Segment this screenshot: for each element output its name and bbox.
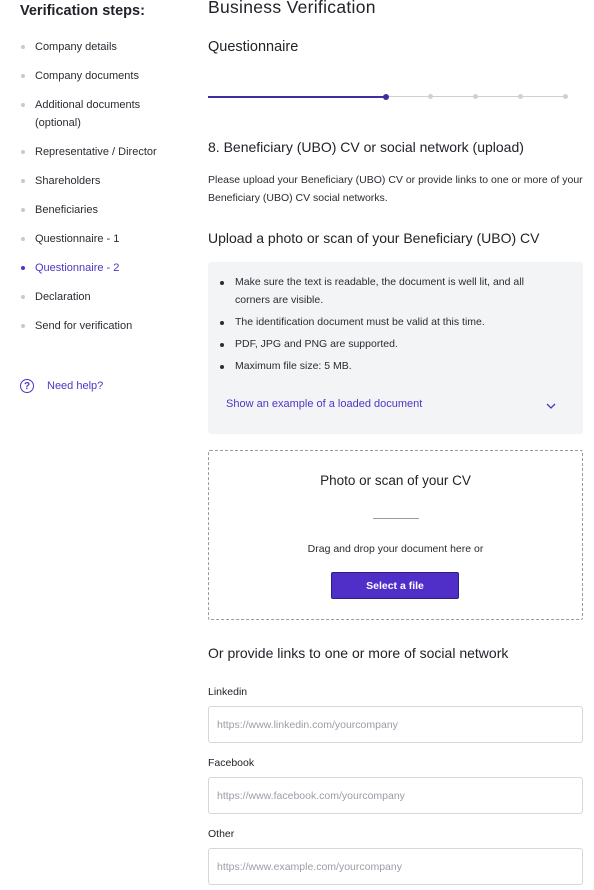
progress-step-current: [383, 94, 389, 100]
step-questionnaire-1[interactable]: [0, 230, 190, 248]
requirement-text: Make sure the text is readable, the document is well lit, and all corners are visible.: [235, 276, 524, 306]
facebook-input[interactable]: [209, 778, 582, 813]
linkedin-label: Linkedin: [208, 686, 248, 698]
step-dot-active: [21, 266, 25, 270]
sidebar-title: Verification steps:: [20, 3, 145, 19]
chevron-down-icon[interactable]: [545, 401, 557, 411]
bullet: [220, 365, 224, 369]
upload-requirements-box: [208, 262, 583, 434]
step-label: Additional documents (optional): [35, 99, 141, 129]
step-dot: [21, 324, 25, 328]
requirement-text: The identification document must be valid at this time.: [235, 316, 485, 328]
page-title: Business Verification: [208, 0, 376, 17]
dropzone-text: Drag and drop your document here or: [307, 543, 484, 555]
step-company-documents[interactable]: [0, 67, 190, 85]
bullet: [220, 343, 224, 347]
file-dropzone[interactable]: [208, 450, 583, 620]
facebook-field[interactable]: [208, 777, 583, 814]
step-company-details[interactable]: [0, 38, 190, 56]
step-declaration[interactable]: [0, 288, 190, 306]
question-title: 8. Beneficiary (UBO) CV or social network (upload): [208, 139, 524, 155]
step-label: Questionnaire - 1: [35, 233, 120, 245]
need-help-link[interactable]: [20, 379, 103, 393]
linkedin-field[interactable]: [208, 706, 583, 743]
requirements-list: [208, 273, 583, 379]
progress-step: [563, 94, 568, 99]
dropzone-divider: [373, 518, 419, 519]
step-label: Company details: [35, 41, 117, 53]
bullet: [220, 281, 224, 285]
bullet: [220, 321, 224, 325]
question-circle-icon: ?: [20, 379, 34, 393]
show-example-link[interactable]: Show an example of a loaded document: [226, 398, 423, 410]
section-title: Questionnaire: [208, 39, 299, 55]
social-links-title: Or provide links to one or more of social network: [208, 645, 509, 661]
linkedin-input[interactable]: [209, 707, 582, 742]
dropzone-title: Photo or scan of your CV: [320, 473, 471, 488]
step-label: Beneficiaries: [35, 204, 98, 216]
requirement-text: Maximum file size: 5 MB.: [235, 360, 352, 372]
step-label: Shareholders: [35, 175, 101, 187]
step-label: Declaration: [35, 291, 91, 303]
step-dot: [21, 74, 25, 78]
step-dot: [21, 208, 25, 212]
requirement-item: [208, 273, 583, 309]
question-description: Please upload your Beneficiary (UBO) CV or provide links to one or more of your Beneficiary (UBO) CV social networks.: [208, 174, 583, 204]
requirement-item: [208, 357, 583, 375]
questionnaire-progress: [208, 92, 570, 102]
step-label: Send for verification: [35, 320, 133, 332]
requirement-text: PDF, JPG and PNG are supported.: [235, 338, 398, 350]
other-label: Other: [208, 828, 235, 840]
step-dot: [21, 237, 25, 241]
requirement-item: [208, 335, 583, 353]
progress-fill: [208, 96, 386, 98]
step-beneficiaries[interactable]: [0, 201, 190, 219]
step-send-for-verification[interactable]: [0, 317, 190, 335]
other-input[interactable]: [209, 849, 582, 884]
upload-title: Upload a photo or scan of your Beneficiary (UBO) CV: [208, 230, 540, 246]
step-dot: [21, 179, 25, 183]
requirement-item: [208, 313, 583, 331]
verification-steps-list: [0, 38, 190, 346]
step-additional-documents[interactable]: [0, 96, 155, 132]
step-representative-director[interactable]: [0, 143, 190, 161]
progress-step: [518, 94, 523, 99]
step-label: Company documents: [35, 70, 139, 82]
step-dot: [21, 295, 25, 299]
step-shareholders[interactable]: [0, 172, 190, 190]
other-field[interactable]: [208, 848, 583, 885]
step-dot: [21, 150, 25, 154]
progress-step: [428, 94, 433, 99]
step-label: Questionnaire - 2: [35, 262, 120, 274]
progress-step: [473, 94, 478, 99]
select-file-button[interactable]: Select a file: [331, 572, 459, 599]
step-questionnaire-2[interactable]: [0, 259, 190, 277]
step-dot: [21, 45, 25, 49]
need-help-label: Need help?: [47, 380, 104, 392]
facebook-label: Facebook: [208, 757, 255, 769]
step-label: Representative / Director: [35, 146, 157, 158]
step-dot: [21, 103, 25, 107]
